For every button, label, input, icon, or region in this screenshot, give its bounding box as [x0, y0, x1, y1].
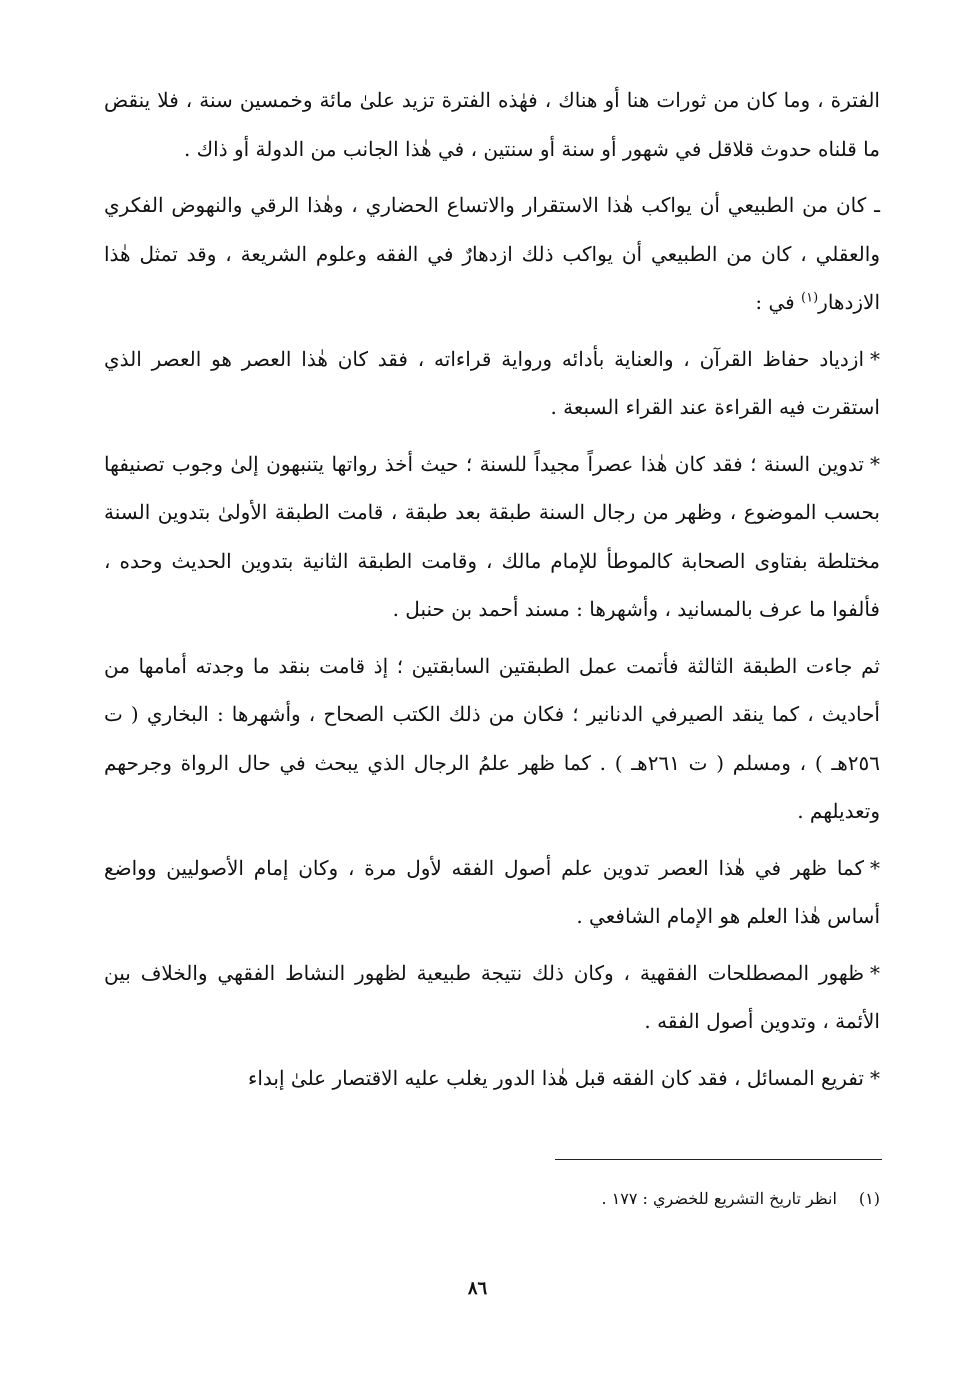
page-number: ٨٦ [467, 1278, 488, 1299]
body-text [104, 76, 880, 1110]
bullet-paragraph-terms [104, 949, 880, 1046]
bullet-asterisk: * [870, 1065, 880, 1090]
paragraph-1 [104, 76, 880, 173]
bullet-asterisk: * [870, 346, 880, 371]
footnote [104, 1184, 880, 1214]
bullet-paragraph-branching-text: تفريع المسائل ، فقد كان الفقه قبل هٰذا الدور يغلب عليه الاقتصار علىٰ إبداء [247, 1065, 864, 1090]
paragraph-2 [104, 181, 880, 327]
footnote-divider [555, 1159, 882, 1160]
bullet-paragraph-sunnah [104, 440, 880, 634]
paragraph-2-tail: في : [755, 290, 795, 314]
bullet-paragraph-sunnah-text: تدوين السنة ؛ فقد كان هٰذا عصراً مجيداً للسنة ؛ حيث أخذ رواتها يتنبهون إلىٰ وجوب تصنيفها بحسب الموضوع ، وظهر من رجال السنة طبقة بعد طبقة ، قامت الطبقة الأولىٰ بتدوين السنة مختلطة بفتاوى الصحابة كالموطأ للإمام مالك ، وقامت الطبقة الثانية بتدوين الحديث وحده ، فألفوا ما عرف بالمسانيد ، وأشهرها : مسند أحمد بن حنبل . [104, 451, 880, 621]
bullet-paragraph-usul-text: كما ظهر في هٰذا العصر تدوين علم أصول الفقه لأول مرة ، وكان إمام الأصوليين وواضع أساس هٰذا العلم هو الإمام الشافعي . [104, 855, 880, 928]
bullet-paragraph-branching [104, 1054, 880, 1103]
bullet-asterisk: * [870, 855, 880, 880]
bullet-paragraph-usul [104, 844, 880, 941]
bullet-asterisk: * [870, 960, 880, 985]
bullet-asterisk: * [870, 451, 880, 476]
footnote-text: انظر تاريخ التشريع للخضري : ١٧٧ . [601, 1189, 837, 1208]
footnote-reference[interactable]: (١) [801, 290, 819, 306]
footnote-number: (١) [858, 1189, 880, 1208]
paragraph-third-tier [104, 642, 880, 836]
paragraph-1-text: الفترة ، وما كان من ثورات هنا أو هناك ، فهٰذه الفترة تزيد علىٰ مائة وخمسين سنة ، فلا ينقض ما قلناه حدوث قلاقل في شهور أو سنة أو سنتين ، في هٰذا الجانب من الدولة أو ذاك . [104, 88, 880, 161]
bullet-paragraph-quran [104, 335, 880, 432]
paragraph-2-text: ـ كان من الطبيعي أن يواكب هٰذا الاستقرار والاتساع الحضاري ، وهٰذا الرقي والنهوض الفكري والعقلي ، كان من الطبيعي أن يواكب ذلك ازدهارٌ في الفقه وعلوم الشريعة ، وقد تمثل هٰذا الازدهار [104, 193, 880, 314]
bullet-paragraph-quran-text: ازدياد حفاظ القرآن ، والعناية بأدائه ورواية قراءاته ، فقد كان هٰذا العصر هو العصر الذي استقرت فيه القراءة عند القراء السبعة . [104, 346, 880, 419]
paragraph-third-tier-text: ثم جاءت الطبقة الثالثة فأتمت عمل الطبقتين السابقتين ؛ إذ قامت بنقد ما وجدته أمامها من أحاديث ، كما ينقد الصيرفي الدنانير ؛ فكان من ذلك الكتب الصحاح ، وأشهرها : البخاري ( ت ٢٥٦هـ ) ، ومسلم ( ت ٢٦١هـ ) . كما ظهر علمُ الرجال الذي يبحث في حال الرواة وجرحهم وتعديلهم . [104, 653, 880, 823]
bullet-paragraph-terms-text: ظهور المصطلحات الفقهية ، وكان ذلك نتيجة طبيعية لظهور النشاط الفقهي والخلاف بين الأئمة ، وتدوين أصول الفقه . [104, 960, 880, 1033]
